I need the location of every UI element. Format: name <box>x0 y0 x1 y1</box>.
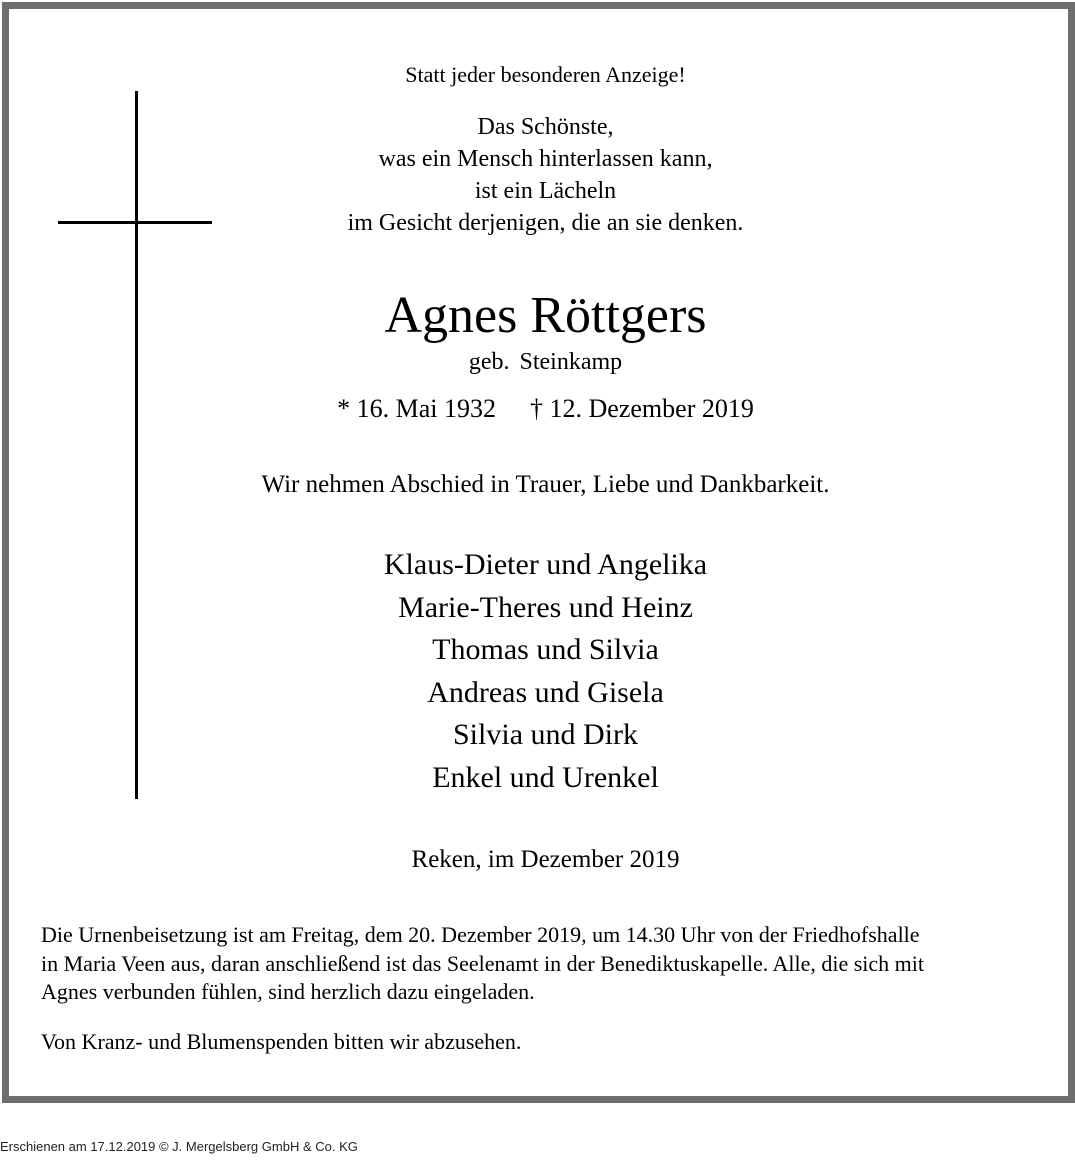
funeral-info-line: in Maria Veen aus, daran anschließend ist das Seelenamt in der Benediktuskapelle. Alle, die sich mit <box>41 950 925 976</box>
publication-credit: Erschienen am 17.12.2019 © J. Mergelsberg GmbH & Co. KG <box>0 1139 358 1154</box>
poem <box>9 111 1075 239</box>
poem-line: ist ein Lächeln <box>474 178 617 204</box>
maiden-prefix: geb. <box>468 349 510 375</box>
notice-heading: Statt jeder besonderen Anzeige! <box>405 62 686 87</box>
place-and-date: Reken, im Dezember 2019 <box>411 846 680 873</box>
birth-date: * 16. Mai 1932 <box>337 394 497 423</box>
mourner-line: Andreas und Gisela <box>427 675 664 709</box>
maiden-name: Steinkamp <box>519 349 623 375</box>
obituary-notice-frame <box>2 2 1075 1103</box>
deceased-name: Agnes Röttgers <box>384 287 707 344</box>
mourner-line: Silvia und Dirk <box>453 718 638 752</box>
funeral-info <box>41 921 1066 1007</box>
death-date: † 12. Dezember 2019 <box>530 394 754 423</box>
mourner-line: Klaus-Dieter und Angelika <box>383 548 708 581</box>
mourners-list <box>9 544 1075 800</box>
maiden-name-line <box>9 347 1075 377</box>
poem-line: im Gesicht derjenigen, die an sie denken. <box>347 210 744 236</box>
mourner-line: Enkel und Urenkel <box>432 760 659 794</box>
life-dates <box>9 393 1075 425</box>
wreath-note: Von Kranz- und Blumenspenden bitten wir abzusehen. <box>41 1029 522 1054</box>
funeral-info-line: Agnes verbunden fühlen, sind herzlich dazu eingeladen. <box>41 979 535 1004</box>
mourner-line: Thomas und Silvia <box>432 633 659 667</box>
poem-line: Das Schönste, <box>477 114 614 140</box>
mourner-line: Marie-Theres und Heinz <box>398 590 693 624</box>
funeral-info-line: Die Urnenbeisetzung ist am Freitag, dem 20. Dezember 2019, um 14.30 Uhr von der Friedhofshalle <box>41 922 920 947</box>
farewell-text: Wir nehmen Abschied in Trauer, Liebe und Dankbarkeit. <box>261 471 830 498</box>
poem-line: was ein Mensch hinterlassen kann, <box>378 146 713 172</box>
